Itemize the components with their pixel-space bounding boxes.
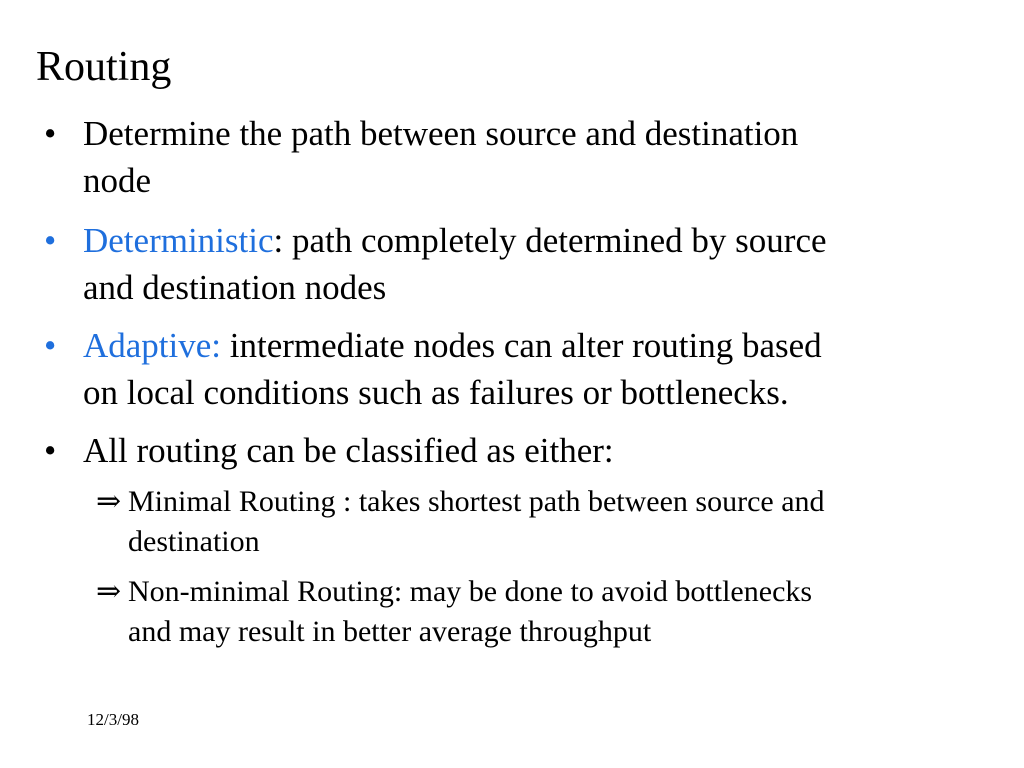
bullet-text xyxy=(83,110,798,204)
sub-bullet-line: and may result in better average throughput xyxy=(128,615,652,648)
bullet-line: intermediate nodes can alter routing based xyxy=(221,326,822,365)
bullet-line: All routing can be classified as either: xyxy=(83,431,614,470)
bullet-line: : path completely determined by source xyxy=(273,221,827,260)
bullet-dot-icon: • xyxy=(44,114,57,153)
footer-date: 12/3/98 xyxy=(87,710,139,729)
sub-bullet-line: Minimal Routing : takes shortest path between source and xyxy=(128,485,825,518)
bullet-dot-icon: • xyxy=(44,326,57,365)
sub-bullet-text xyxy=(128,572,812,652)
implies-arrow-icon: ⇒ xyxy=(96,485,122,518)
sub-bullet-text xyxy=(128,482,825,562)
bullet-text xyxy=(83,322,822,416)
sub-bullet-line: Non-minimal Routing: may be done to avoid bottlenecks xyxy=(128,575,813,608)
bullet-text xyxy=(83,427,614,474)
bullet-dot-icon: • xyxy=(44,221,57,260)
implies-arrow-icon: ⇒ xyxy=(96,575,122,608)
slide-title: Routing xyxy=(36,44,172,90)
bullet-line: on local conditions such as failures or bottlenecks. xyxy=(83,373,789,412)
sub-bullet-line: destination xyxy=(128,525,260,558)
bullet-line: Determine the path between source and destination xyxy=(83,114,799,153)
bullet-term: Deterministic xyxy=(83,221,274,260)
bullet-line: node xyxy=(83,161,152,200)
bullet-term: Adaptive: xyxy=(83,326,222,365)
bullet-dot-icon: • xyxy=(44,431,57,470)
bullet-line: and destination nodes xyxy=(83,268,387,307)
bullet-text xyxy=(83,217,827,311)
